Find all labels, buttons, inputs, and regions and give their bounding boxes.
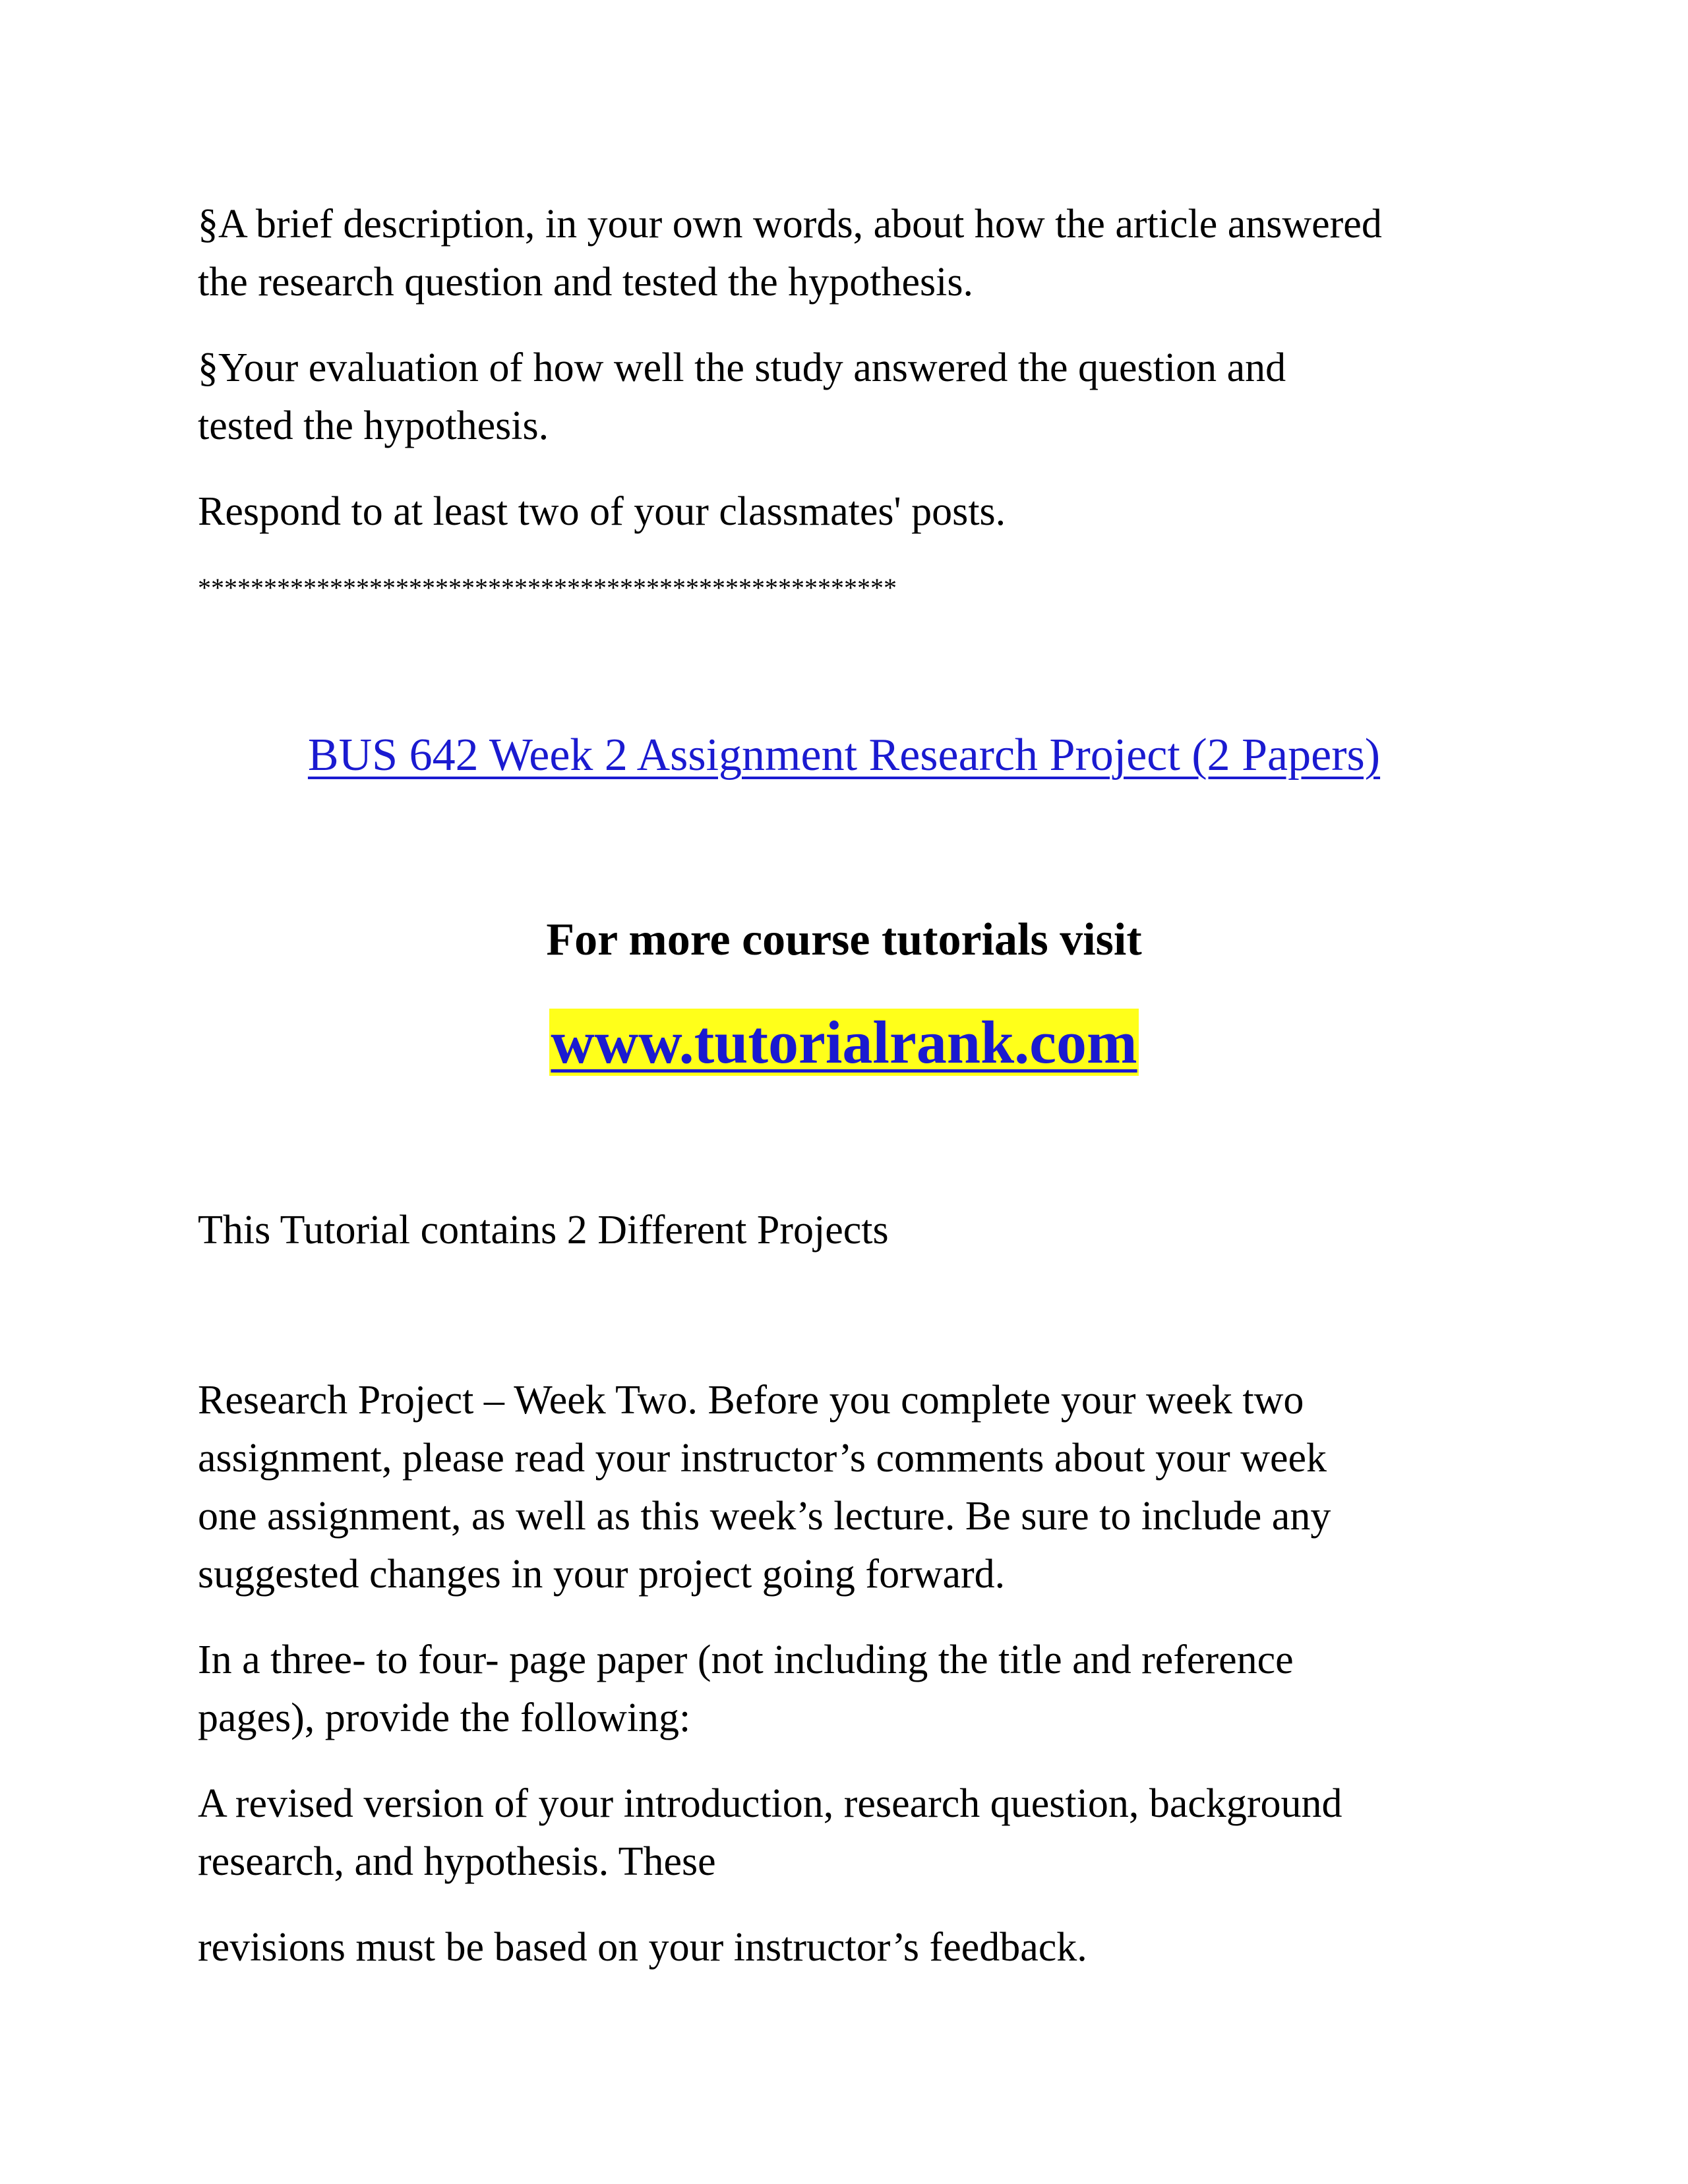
para-brief-description-line-2: the research question and tested the hypothesis. <box>198 260 973 305</box>
para-research-project-line-2: assignment, please read your instructor’s comments about your week <box>198 1436 1327 1481</box>
visit-heading-row <box>0 908 1688 972</box>
para-research-project-line-3: one assignment, as well as this week’s lecture. Be sure to include any <box>198 1494 1331 1539</box>
para-evaluation-line-1: §Your evaluation of how well the study answered the question and <box>198 345 1286 390</box>
para-brief-description-line-1: §A brief description, in your own words, about how the article answered <box>198 202 1382 247</box>
tutorialrank-link[interactable]: www.tutorialrank.com <box>551 1009 1137 1076</box>
para-revisions-feedback: revisions must be based on your instructor’s feedback. <box>198 1925 1087 1970</box>
course-title-link[interactable]: BUS 642 Week 2 Assignment Research Project (2 Papers) <box>307 730 1381 781</box>
para-paper-length-line-1: In a three- to four- page paper (not including the title and reference <box>198 1638 1294 1682</box>
para-revised-version-line-1: A revised version of your introduction, research question, background <box>198 1781 1342 1826</box>
para-respond-classmates: Respond to at least two of your classmates' posts. <box>198 489 1006 534</box>
intro-projects-count: This Tutorial contains 2 Different Projects <box>198 1208 889 1253</box>
site-link-row <box>0 1003 1688 1081</box>
course-link-row <box>0 724 1688 787</box>
para-paper-length-line-2: pages), provide the following: <box>198 1696 691 1740</box>
para-evaluation-line-2: tested the hypothesis. <box>198 403 549 448</box>
para-revised-version-line-2: research, and hypothesis. These <box>198 1839 716 1884</box>
separator-asterisks: ***************************************************** <box>198 573 897 603</box>
para-research-project-line-4: suggested changes in your project going forward. <box>198 1552 1006 1597</box>
para-research-project-line-1: Research Project – Week Two. Before you complete your week two <box>198 1378 1304 1423</box>
visit-heading: For more course tutorials visit <box>546 914 1142 965</box>
